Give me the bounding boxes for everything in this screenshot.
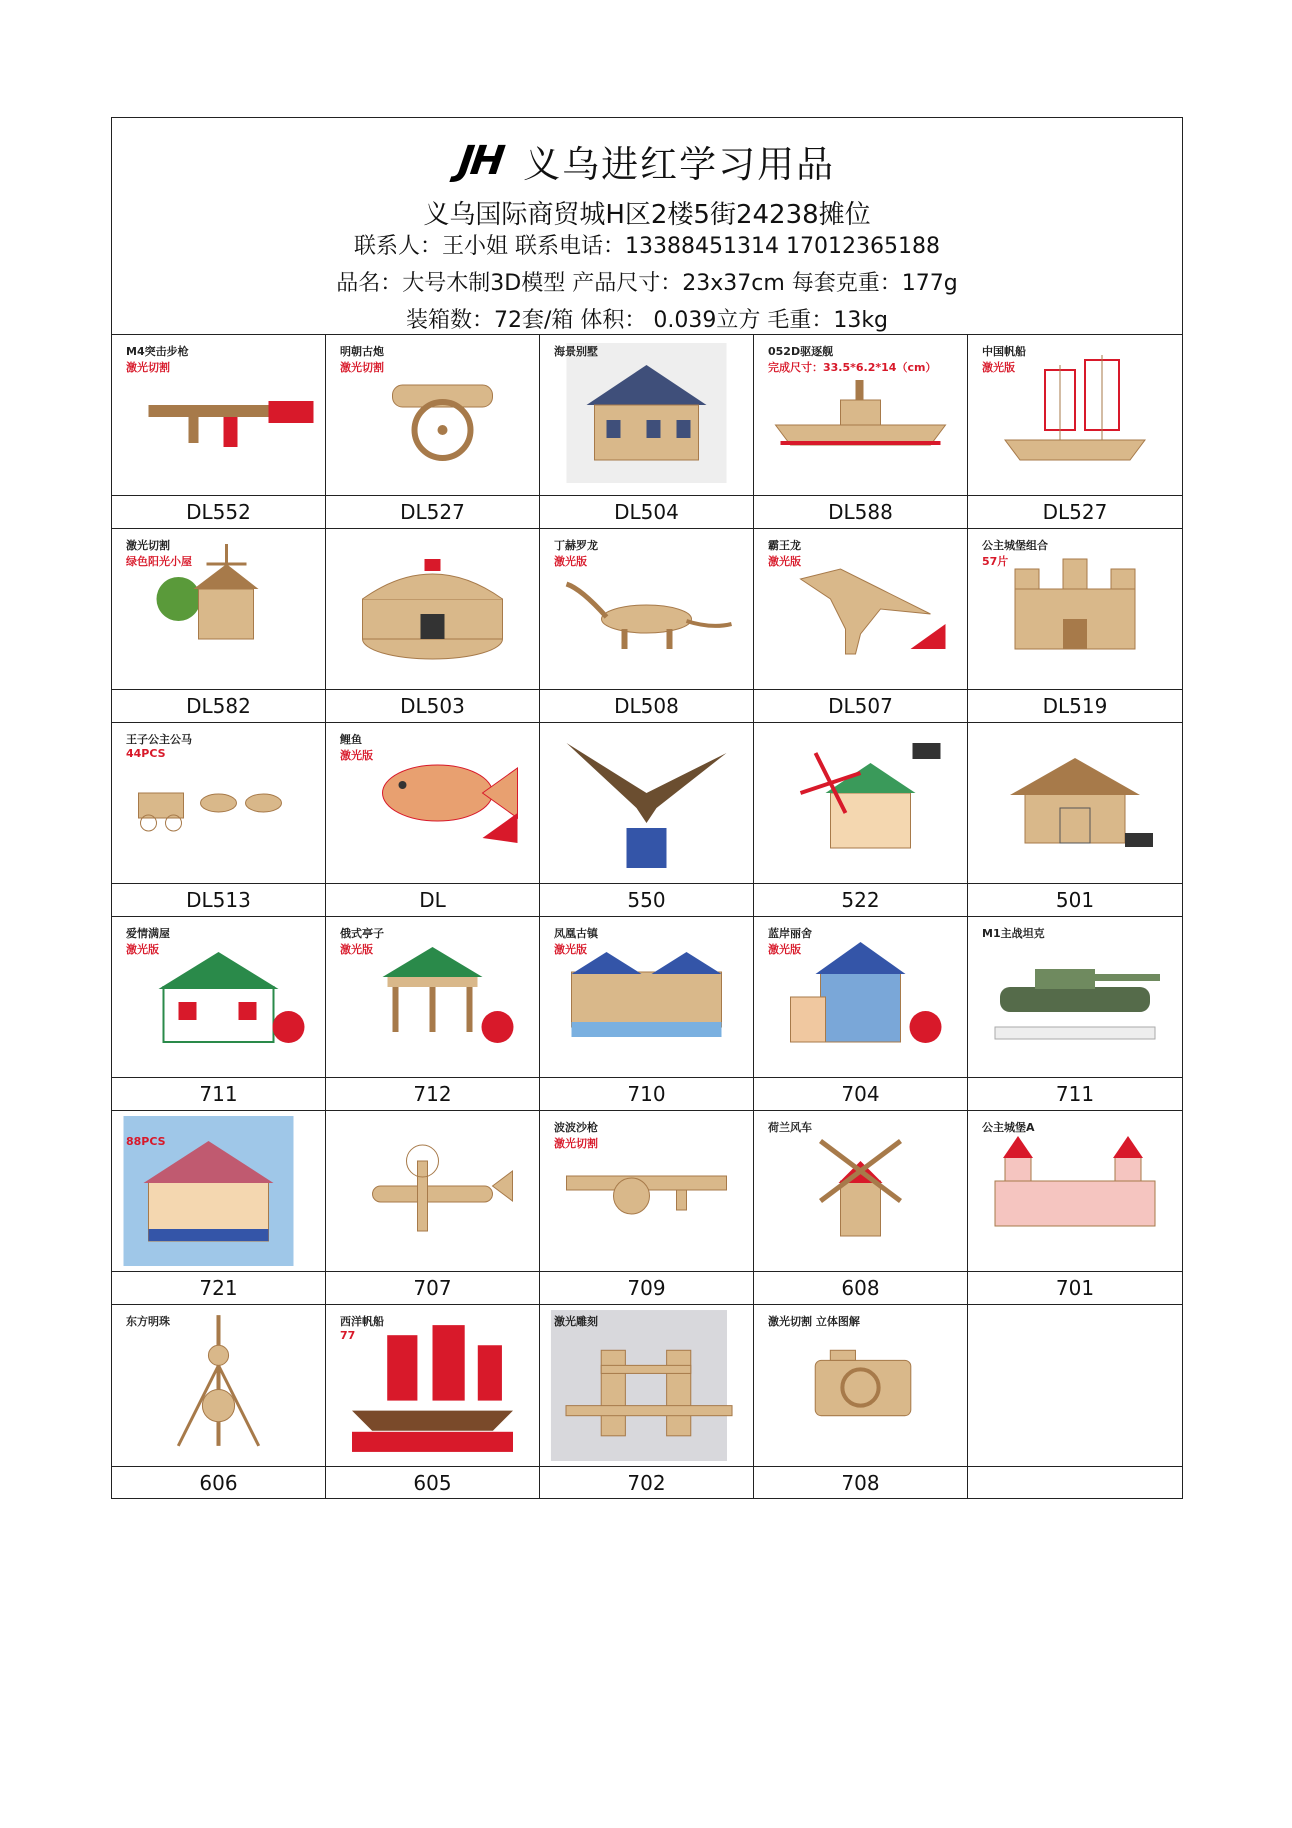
product-code: DL588 [828,500,893,524]
product-cell [754,917,968,1111]
product-label: 公主城堡组合 [982,539,1048,552]
product-cell [540,917,754,1111]
product-cell [968,723,1182,917]
product-photo [540,1111,753,1272]
product-photo [754,529,967,690]
product-cell [540,335,754,529]
product-code: DL504 [614,500,679,524]
product-label: 激光切割 立体图解 [768,1315,860,1328]
product-sublabel: 激光版 [768,943,801,956]
product-code: DL508 [614,694,679,718]
product-code: 702 [627,1471,666,1495]
product-cell [112,529,326,723]
product-cell [540,1111,754,1305]
product-sublabel: 57片 [982,555,1009,568]
product-photo [968,529,1182,690]
product-code: 605 [413,1471,452,1495]
product-cell [112,723,326,917]
product-code: DL519 [1042,694,1108,718]
product-label: 西洋帆船 [340,1315,384,1328]
product-photo [968,917,1182,1078]
product-photo [326,917,539,1078]
product-cell [754,335,968,529]
product-code: 710 [627,1082,666,1106]
product-label: 鲤鱼 [340,733,362,746]
product-code: 701 [1055,1276,1095,1300]
product-cell [326,1111,540,1305]
product-sublabel: 激光版 [982,361,1015,374]
product-grid [112,335,1182,1499]
product-cell [968,917,1182,1111]
product-label: 激光雕刻 [554,1315,598,1328]
product-photo [112,723,325,884]
product-code: DL [419,888,446,912]
product-label: 激光切割 [126,539,170,552]
product-code: 704 [841,1082,880,1106]
product-sublabel: 激光版 [768,555,801,568]
product-cell [968,1111,1182,1305]
product-sublabel: 完成尺寸：33.5*6.2*14（cm） [768,361,937,374]
product-label: 公主城堡A [982,1121,1035,1134]
product-cell [112,335,326,529]
product-cell [968,1305,1182,1499]
product-cell [754,723,968,917]
product-sublabel: 激光切割 [126,361,170,374]
product-sublabel: 激光版 [126,943,159,956]
product-cell [112,1305,326,1499]
product-code: 712 [413,1082,452,1106]
shop-address: 义乌国际商贸城H区2楼5街24238摊位 [423,200,871,230]
product-sublabel: 激光版 [340,943,373,956]
product-cell [540,1305,754,1499]
product-code: 721 [199,1276,238,1300]
product-sublabel: 44PCS [126,747,166,760]
product-photo [326,1111,539,1272]
product-photo [326,529,539,690]
product-code: DL582 [186,694,251,718]
product-label: 荷兰风车 [768,1121,812,1134]
product-photo [968,1111,1182,1272]
product-sublabel: 激光切割 [340,361,384,374]
product-code: DL507 [828,694,893,718]
product-cell [326,723,540,917]
product-label: 海景别墅 [554,345,598,358]
product-cell [540,529,754,723]
product-label: 东方明珠 [126,1315,170,1328]
product-info-line: 品名：大号木制3D模型 产品尺寸：23x37cm 每套克重：177g [336,271,958,296]
product-code: 707 [413,1276,452,1300]
product-code: 501 [1055,888,1095,912]
product-photo [754,723,967,884]
product-label: 丁赫罗龙 [554,539,598,552]
brand-row [112,118,1182,188]
product-label: M1主战坦克 [982,927,1045,940]
product-label: 爱情满屋 [126,927,170,940]
product-photo [754,917,967,1078]
product-photo [540,917,753,1078]
product-sublabel: 激光版 [554,555,587,568]
product-cell [754,529,968,723]
product-photo [754,1305,967,1467]
product-code [968,1467,1182,1499]
product-photo [968,723,1182,884]
product-code: DL527 [400,500,465,524]
product-label: 王子公主公马 [126,733,192,746]
product-sublabel: 激光版 [340,749,373,762]
product-label: 凤凰古镇 [554,927,598,940]
product-cell [326,529,540,723]
product-label: 明朝古炮 [340,345,384,358]
product-sublabel: 77 [340,1329,356,1342]
product-sublabel: 88PCS [126,1135,166,1148]
product-cell [326,335,540,529]
product-photo [540,1305,753,1467]
product-label: 波波沙枪 [554,1121,598,1134]
product-photo [326,723,539,884]
product-code: 606 [199,1471,238,1495]
product-label: 俄式亭子 [340,927,384,940]
product-label: M4突击步枪 [126,345,189,358]
product-label: 中国帆船 [982,345,1026,358]
packing-info-line: 装箱数：72套/箱 体积： 0.039立方 毛重：13kg [405,308,889,333]
product-cell [112,1111,326,1305]
product-photo [112,1111,325,1272]
product-sublabel: 绿色阳光小屋 [126,555,192,568]
product-photo [540,723,753,884]
catalog-header [112,118,1182,335]
product-cell [968,335,1182,529]
contact-line: 联系人：王小姐 联系电话：13388451314 17012365188 [354,234,940,259]
product-cell [968,529,1182,723]
product-cell [754,1111,968,1305]
product-cell [754,1305,968,1499]
product-photo [968,1305,1182,1467]
brand-logo: JH [455,138,505,184]
product-code: 711 [199,1082,238,1106]
product-cell [540,723,754,917]
product-label: 霸王龙 [768,539,801,552]
product-code: 711 [1055,1082,1095,1106]
shop-name: 义乌进红学习用品 [523,143,836,186]
product-photo [754,1111,967,1272]
product-sublabel: 激光切割 [554,1137,598,1150]
product-cell [326,917,540,1111]
product-code: 522 [841,888,880,912]
product-code: DL527 [1042,500,1108,524]
product-photo [540,335,753,496]
product-label: 052D驱逐舰 [768,345,834,358]
product-photo [112,1305,325,1467]
product-code: 608 [841,1276,880,1300]
product-photo [112,529,325,690]
product-code: 550 [627,888,666,912]
product-photo [540,529,753,690]
product-cell [326,1305,540,1499]
product-photo [112,917,325,1078]
product-photo [326,335,539,496]
product-code: DL513 [186,888,251,912]
catalog-sheet [111,117,1183,1499]
product-code: 708 [841,1471,880,1495]
product-label: 蓝岸丽舍 [768,927,812,940]
product-code: DL503 [400,694,465,718]
product-photo [326,1305,539,1467]
product-sublabel: 激光版 [554,943,587,956]
product-cell [112,917,326,1111]
product-code: 709 [627,1276,666,1300]
product-photo [754,335,967,496]
product-photo [968,335,1182,496]
product-photo [112,335,325,496]
product-code: DL552 [186,500,251,524]
